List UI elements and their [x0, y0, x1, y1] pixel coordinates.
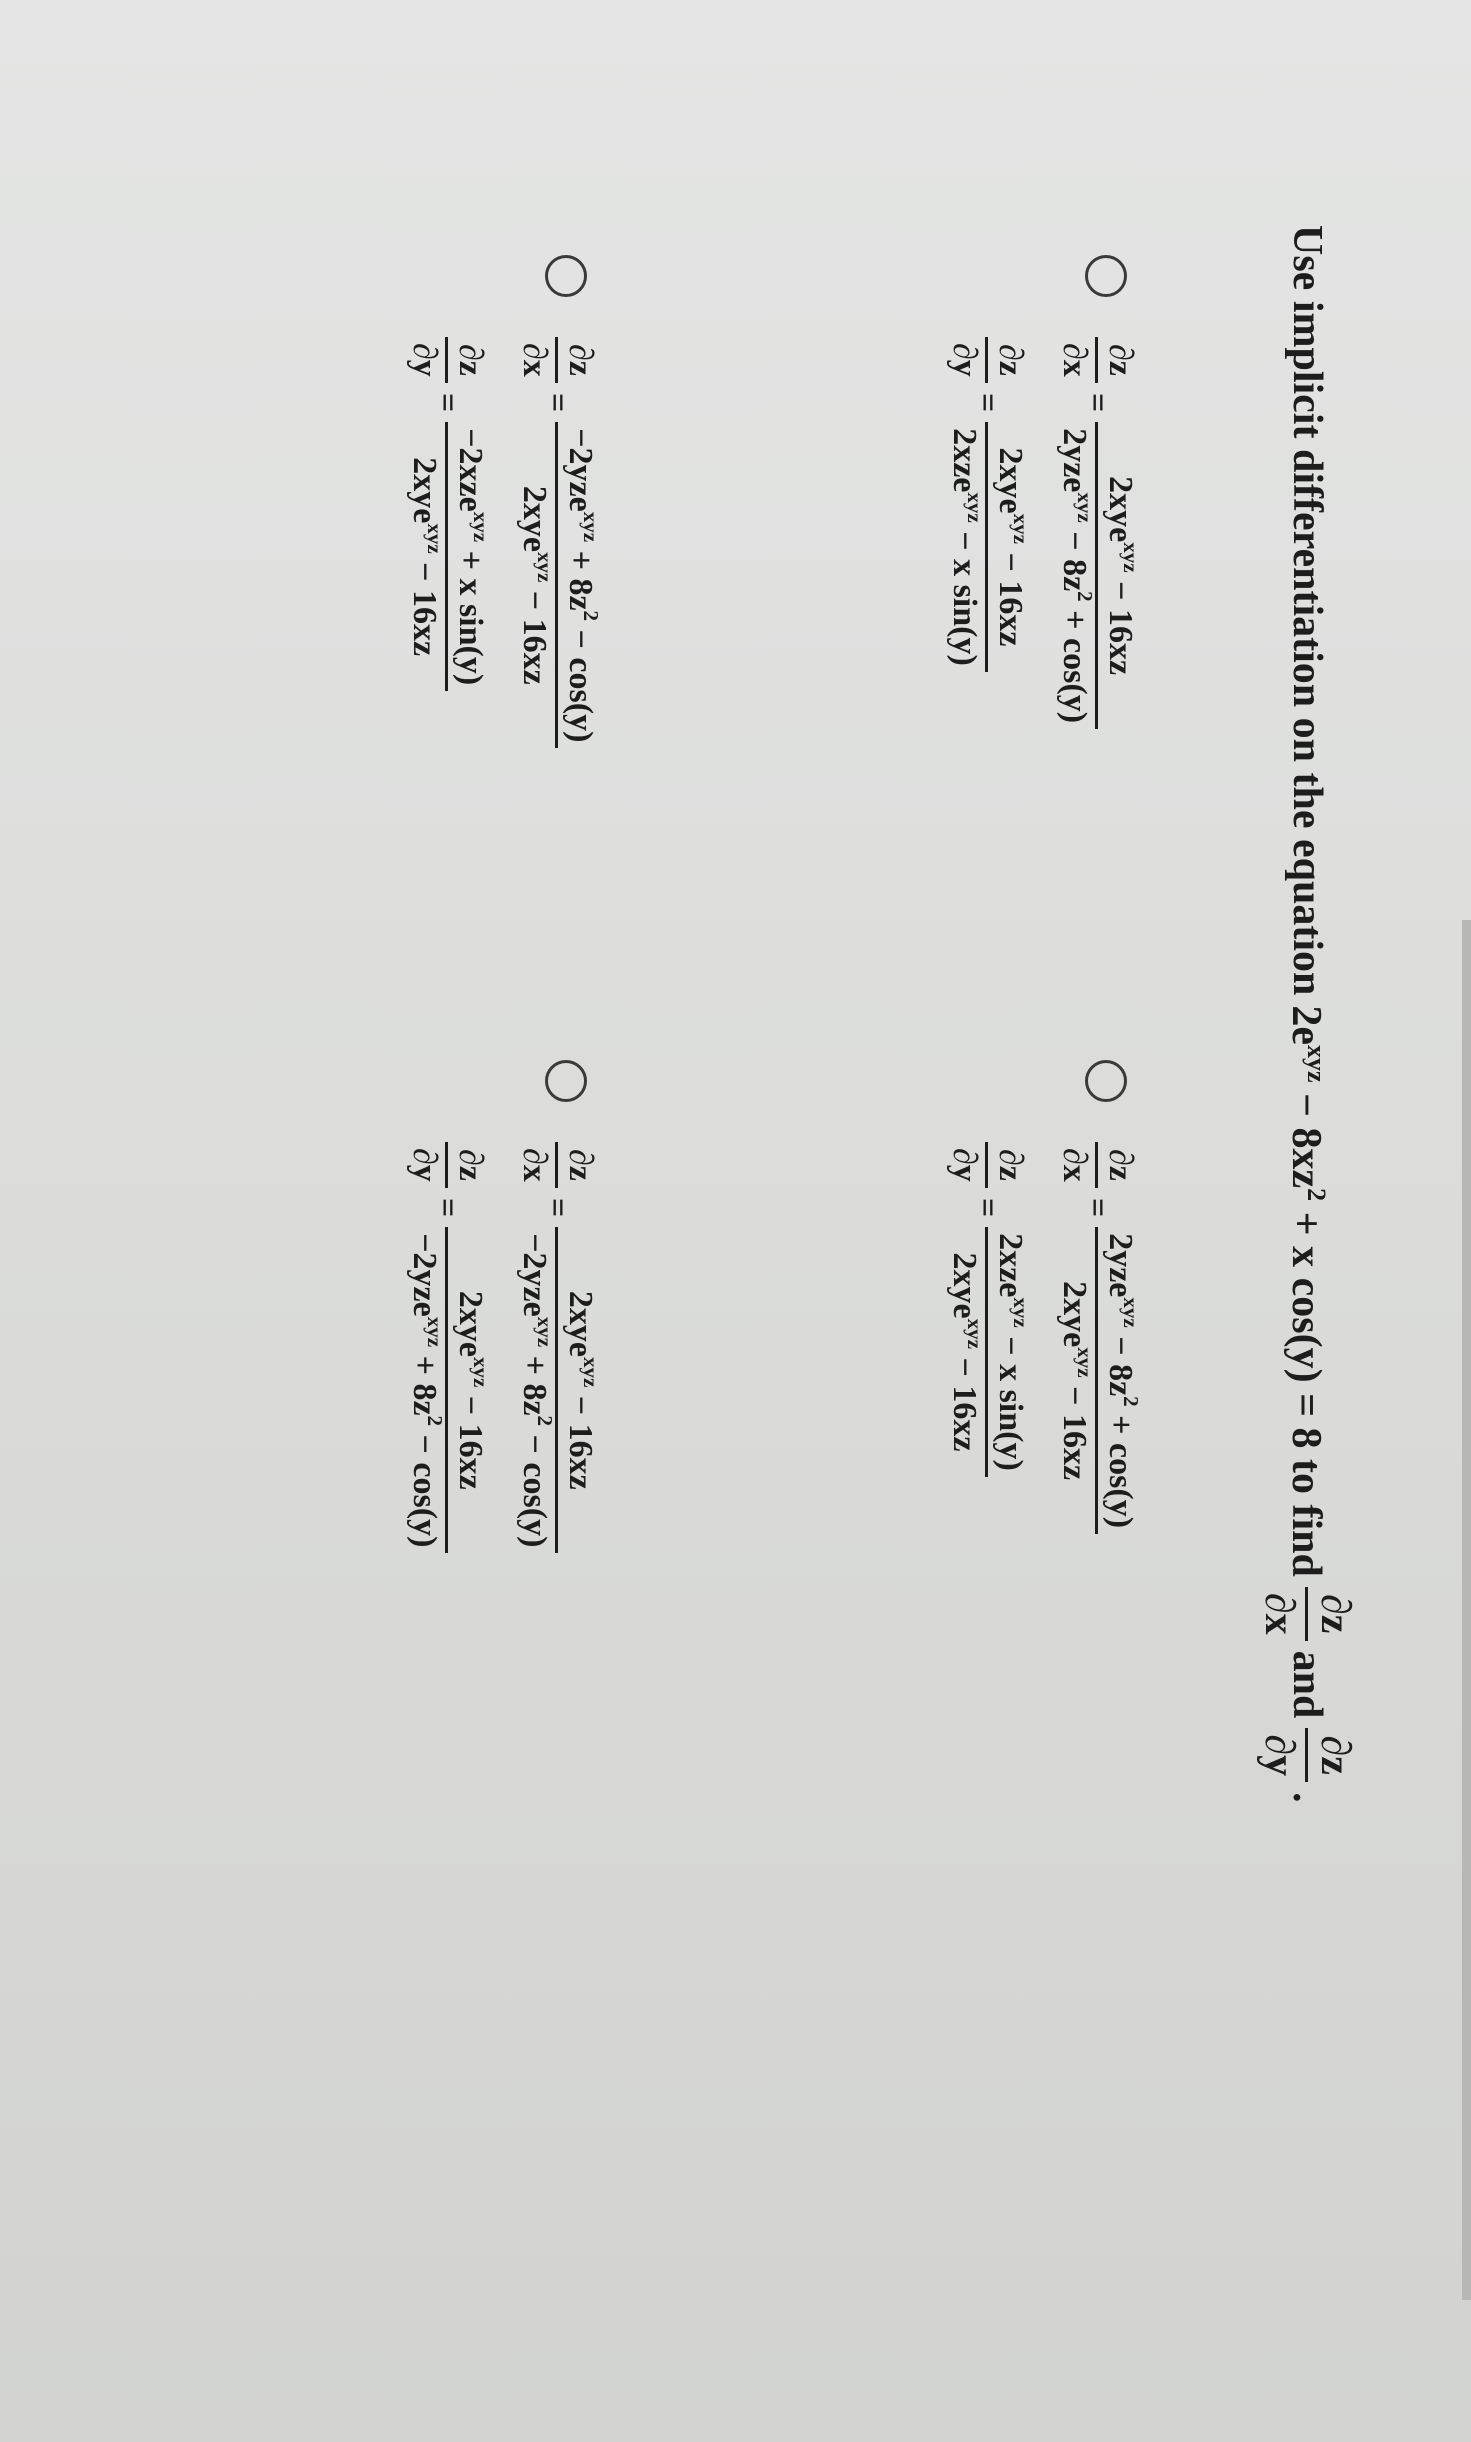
option-a-dzdx: ∂z ∂x = 2xye$^{xyz}$ − 16xz $2yze^{xyz} - 8z^2 + \cos(y)$	[1053, 337, 1141, 729]
option-d[interactable]	[403, 1060, 601, 1553]
option-d-dzdy: ∂z ∂y = 2xye$^{xyz}$ − 16xz $-2yze^{xyz} + 8z^2 - \cos(y)$	[403, 1142, 491, 1553]
radio-option-b[interactable]	[1085, 1060, 1127, 1102]
option-a[interactable]	[943, 255, 1141, 729]
radio-option-d[interactable]	[545, 1060, 587, 1102]
option-b-dzdy: ∂z ∂y = 2xze$^{xyz}$ − x sin(y) 2xye$^{xyz}$ − 16xz	[943, 1142, 1031, 1534]
option-c-dzdx: ∂z ∂x = $-2yze^{xyz} + 8z^2 - \cos(y)$ 2xye$^{xyz}$ − 16xz	[513, 337, 601, 748]
option-a-dzdy: ∂z ∂y = 2xye$^{xyz}$ − 16xz 2xze$^{xyz}$ − x sin(y)	[943, 337, 1031, 729]
question-prefix: Use implicit differentiation on the equation	[1284, 225, 1330, 996]
option-b-dzdx: ∂z ∂x = $2yze^{xyz} - 8z^2 + \cos(y)$ 2xye$^{xyz}$ − 16xz	[1053, 1142, 1141, 1534]
question-text: Use implicit differentiation on the equation $2e^{xyz} - 8xz^2 + x$ cos(y) = 8 to find ∂z ∂x and ∂z ∂y .	[1253, 225, 1361, 1803]
dzdx-fraction: ∂z ∂x	[1253, 1587, 1361, 1641]
option-c[interactable]	[403, 255, 601, 748]
radio-option-c[interactable]	[545, 255, 587, 297]
radio-option-a[interactable]	[1085, 255, 1127, 297]
option-d-dzdx: ∂z ∂x = 2xye$^{xyz}$ − 16xz $-2yze^{xyz} + 8z^2 - \cos(y)$	[513, 1142, 601, 1553]
dzdy-fraction: ∂z ∂y	[1253, 1728, 1361, 1782]
option-b[interactable]	[943, 1060, 1141, 1534]
and-word: and	[1284, 1650, 1330, 1719]
question-equation: $2e^{xyz} - 8xz^2 + x$ cos(y) = 8 to find	[1283, 1005, 1332, 1577]
option-c-dzdy: ∂z ∂y = −2xze$^{xyz}$ + x sin(y) 2xye$^{xyz}$ − 16xz	[403, 337, 491, 748]
